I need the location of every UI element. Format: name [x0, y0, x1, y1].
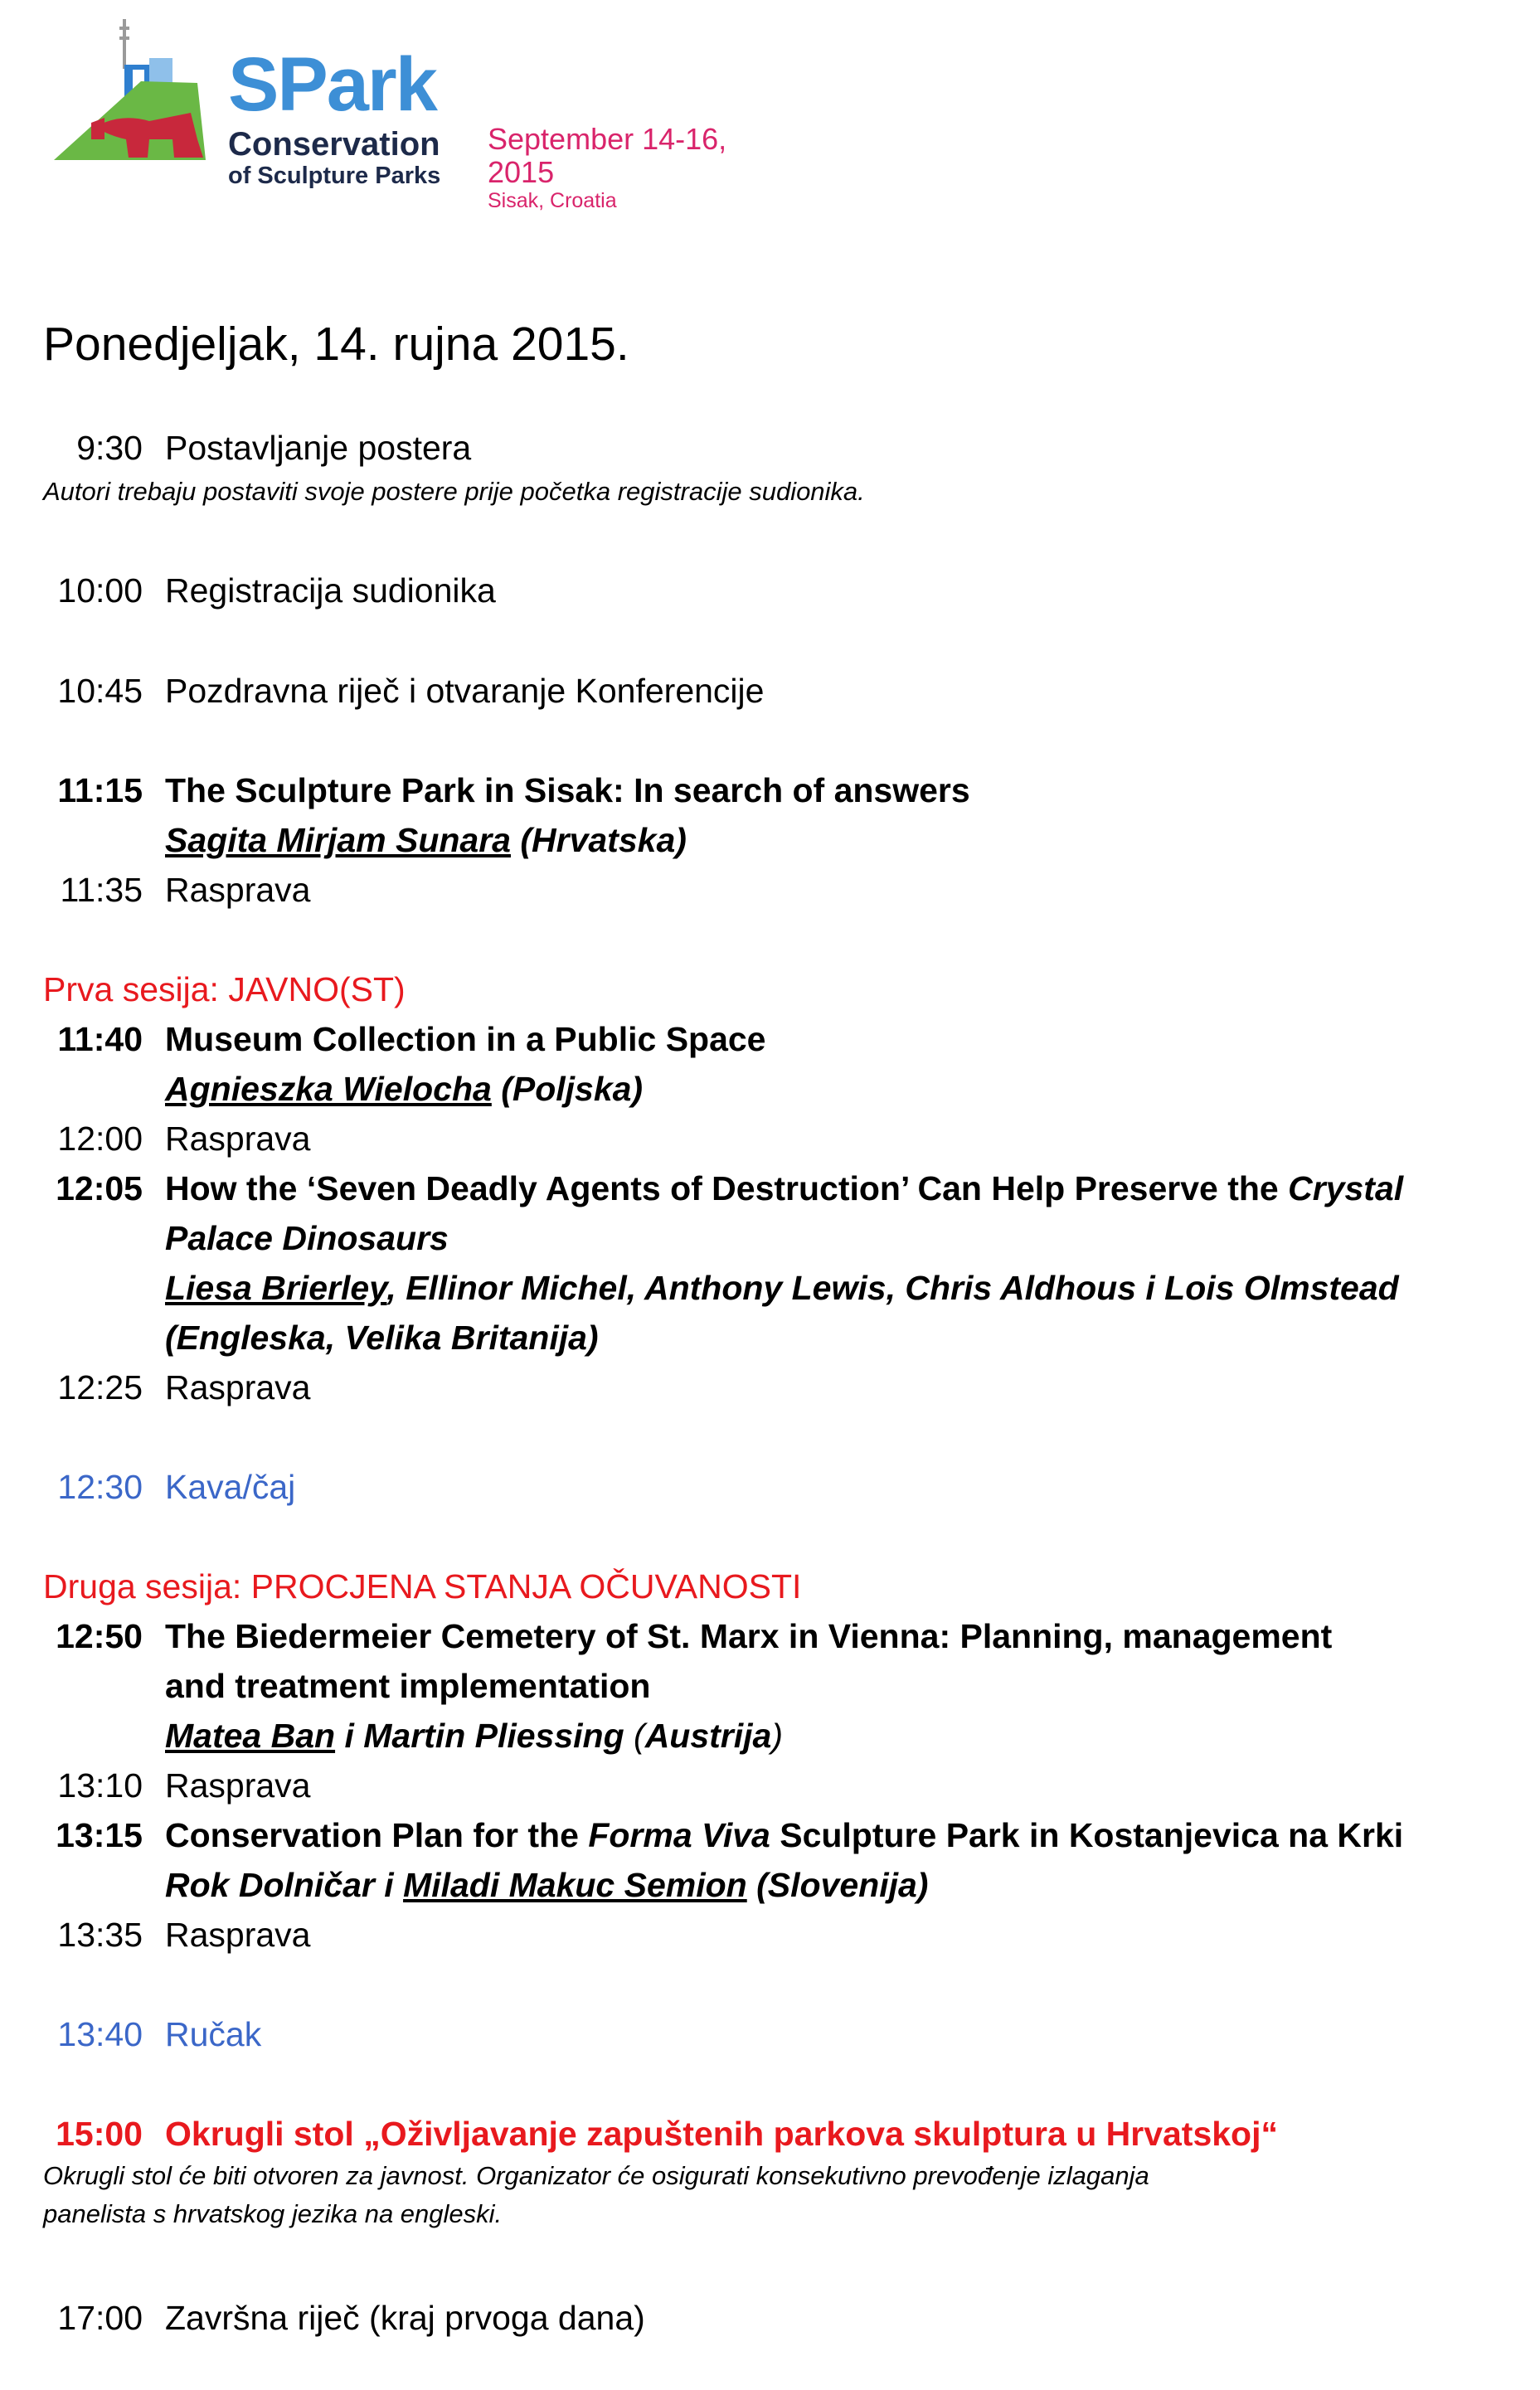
- co-authors: Rok Dolničar i: [165, 1866, 404, 1904]
- item-text: Rasprava: [165, 1766, 311, 1805]
- item-time: 13:10: [57, 1766, 143, 1805]
- item-text: Kava/čaj: [165, 1468, 296, 1506]
- round-table-title: Okrugli stol „Oživljavanje zapuštenih parkova skulptura u Hrvatskoj“: [165, 2115, 1278, 2153]
- talk-title: The Biedermeier Cemetery of St. Marx in Vienna: Planning, management: [165, 1617, 1333, 1655]
- title-part: and treatment implementation: [165, 1667, 651, 1705]
- presenting-author: Liesa Brierley: [165, 1269, 387, 1307]
- programme-document: [43, 315, 1503, 2337]
- item-text: Ručak: [165, 2015, 262, 2053]
- presenting-author: Agnieszka Wielocha: [165, 1070, 492, 1108]
- presenting-author: Sagita Mirjam Sunara: [165, 821, 511, 859]
- item-text: Postavljanje postera: [165, 429, 472, 467]
- title-part: How the ‘Seven Deadly Agents of Destruction’ Can Help Preserve the: [165, 1169, 1289, 1207]
- item-time: 9:30: [76, 429, 143, 467]
- item-time: 12:50: [56, 1617, 143, 1655]
- presenting-author: Miladi Makuc Semion: [403, 1866, 747, 1904]
- author-country: (Engleska, Velika Britanija): [165, 1319, 599, 1357]
- talk-title: [165, 1163, 1403, 1213]
- session-label: Druga sesija:: [43, 1567, 251, 1605]
- author-country: (Poljska): [491, 1070, 644, 1108]
- event-info: [488, 123, 746, 212]
- author-country: (Hrvatska): [510, 821, 687, 859]
- brand-name: SPark: [228, 42, 436, 127]
- item-time: 12:05: [56, 1169, 143, 1207]
- session-heading-1: [43, 964, 406, 1014]
- item-time: 13:35: [57, 1916, 143, 1954]
- item-text: Registracija sudionika: [165, 571, 496, 610]
- author-country: Austrija: [644, 1717, 772, 1755]
- item-note: Autori trebaju postaviti svoje postere prije početka registracije sudionika.: [43, 477, 865, 506]
- item-time: 12:00: [57, 1120, 143, 1158]
- brand-subtitle-line1: Conservation: [228, 126, 440, 163]
- item-time: 10:00: [57, 571, 143, 610]
- title-italic-part: Forma Viva: [588, 1816, 770, 1854]
- item-time: 12:30: [57, 1468, 143, 1506]
- brand-block: [228, 42, 441, 189]
- day-title: Ponedjeljak, 14. rujna 2015.: [43, 318, 629, 371]
- item-time: 17:00: [57, 2299, 143, 2337]
- item-time: 12:25: [57, 1368, 143, 1406]
- talk-title: Museum Collection in a Public Space: [165, 1020, 766, 1058]
- event-dates: September 14-16, 2015: [488, 122, 727, 189]
- title-italic-part: Palace Dinosaurs: [165, 1219, 449, 1257]
- talk-title: The Sculpture Park in Sisak: In search of answers: [165, 771, 970, 809]
- item-text: Pozdravna riječ i otvaranje Konferencije: [165, 672, 765, 710]
- conference-logo: [50, 15, 746, 212]
- author-country: (Slovenija): [746, 1866, 929, 1904]
- paren-open: (: [634, 1717, 645, 1755]
- session-heading-2: [43, 1562, 801, 1611]
- talk-title: [165, 1810, 1403, 1860]
- item-time: 13:40: [57, 2015, 143, 2053]
- item-time: 11:40: [57, 1020, 143, 1058]
- item-text: Rasprava: [165, 1368, 311, 1406]
- item-text: Rasprava: [165, 1120, 311, 1158]
- event-place: Sisak, Croatia: [488, 189, 617, 212]
- item-note: Okrugli stol će biti otvoren za javnost. Organizator će osigurati konsekutivno prevođenje izlaganja: [43, 2161, 1149, 2190]
- item-time: 11:15: [57, 771, 143, 809]
- session-label: Prva sesija:: [43, 970, 229, 1008]
- sculpture-park-logo-icon: [50, 15, 228, 181]
- brand-subtitle-line2: of Sculpture Parks: [228, 163, 441, 189]
- title-part: Sculpture Park in Kostanjevica na Krki: [770, 1816, 1404, 1854]
- item-time: 13:15: [56, 1816, 143, 1854]
- item-text: Rasprava: [165, 1916, 311, 1954]
- co-authors: , Ellinor Michel, Anthony Lewis, Chris Aldhous i Lois Olmstead: [386, 1269, 1399, 1307]
- item-time: 11:35: [60, 871, 143, 909]
- paren-close: ): [771, 1717, 784, 1755]
- item-time: 15:00: [56, 2115, 143, 2153]
- item-time: 10:45: [57, 672, 143, 710]
- co-authors: i Martin Pliessing: [335, 1717, 634, 1755]
- title-italic-part: Crystal: [1288, 1169, 1404, 1207]
- session-name: PROCJENA STANJA OČUVANOSTI: [250, 1567, 802, 1605]
- presenting-author: Matea Ban: [165, 1717, 336, 1755]
- session-name: JAVNO(ST): [228, 970, 406, 1008]
- title-part: Conservation Plan for the: [165, 1816, 589, 1854]
- item-text: Rasprava: [165, 871, 311, 909]
- item-text: Završna riječ (kraj prvoga dana): [165, 2299, 645, 2337]
- item-note-continued: panelista s hrvatskog jezika na engleski.: [43, 2199, 503, 2228]
